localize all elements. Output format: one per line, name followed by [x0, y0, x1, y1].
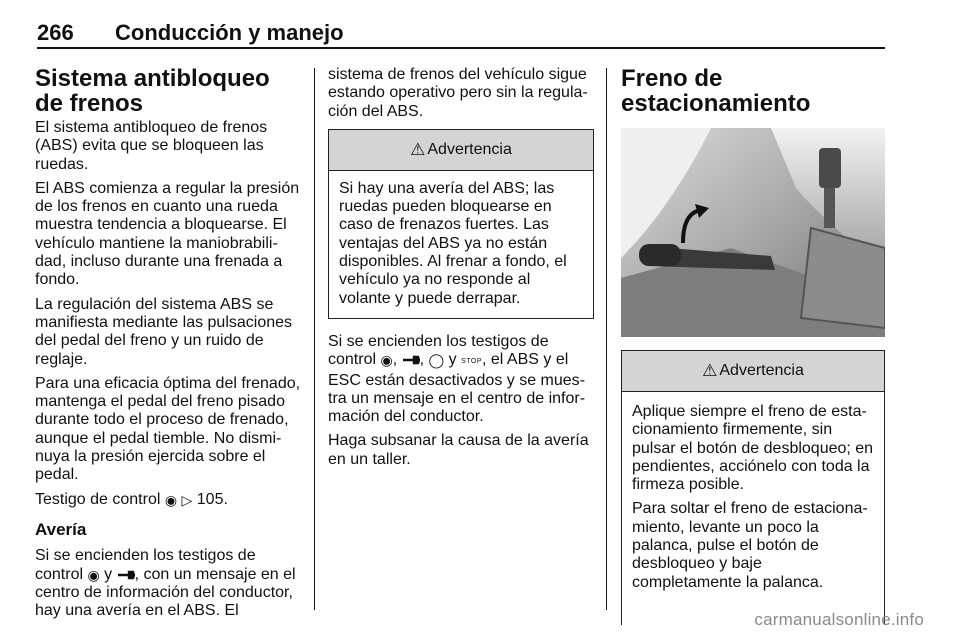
stop-label: STOP [461, 358, 482, 366]
warning-triangle-icon: ⚠ [702, 360, 718, 380]
parking-warning-text-2: Para soltar el freno de estacionamiento, levante un poco la palanca, pulse el botón de desbloqueo y baje completamente la palanca. [632, 500, 868, 591]
warning-text: Si hay una avería del ABS; las ruedas pueden bloquearse en caso de frenazos fuertes. Las ventajas del ABS ya no están disponibles. Al frenar a fondo, el vehículo ya no responde al volante y puede derrapar. [339, 179, 567, 307]
parking-brake-photo [621, 128, 885, 337]
esc-paragraph: Si se encienden los testigos de control ◉, , ◯ y STOP, el ABS y el ESC están desactivados y se muestra un mensaje en el centro de información del conductor. [328, 332, 586, 426]
taller-paragraph: Haga subsanar la causa de la avería en un taller. [328, 432, 589, 468]
abs-continued-paragraph: sistema de frenos del vehículo sigue estando operativo pero sin la regulación del ABS. [328, 66, 588, 120]
column-divider-2 [606, 68, 607, 610]
warning-title: Advertencia [427, 140, 512, 158]
warning-header [329, 130, 593, 171]
column-3 [621, 66, 885, 625]
wrench-icon [402, 351, 420, 369]
wrench-icon [117, 566, 135, 584]
testigo-prefix: Testigo de control [35, 490, 161, 508]
abs-paragraph-1: El sistema antibloqueo de frenos (ABS) evita que se bloqueen las ruedas. [35, 119, 268, 173]
abs-paragraph-3: La regulación del sistema ABS se manifiesta mediante las pulsaciones del pedal del freno y un ruido de reglaje. [35, 295, 293, 368]
averia-paragraph [35, 547, 303, 620]
abs-warning-box [328, 129, 594, 319]
column-divider-1 [314, 68, 315, 610]
column-1 [35, 66, 303, 626]
header-rule [37, 47, 885, 49]
averia-text-2: , con un mensaje en el centro de información del conductor, hay una avería en el ABS. El [35, 565, 296, 620]
esc-text-1: Si se encienden los testigos de control [328, 332, 549, 369]
parking-warning-text-1: Aplique siempre el freno de estacionamiento firmemente, sin pulsar el botón de desbloqueo; en pendientes, acciónelo con toda la firmeza posible. [632, 403, 874, 494]
abs-paragraph-4: Para una eficacia óptima del frenado, mantenga el pedal del freno pisado durante todo el proceso de frenado, aunque el pedal tiemble. No disminuya la presión ejercida sobre el pedal. [35, 374, 301, 484]
ref-arrow-icon: ▷ [181, 491, 193, 508]
averia-title: Avería [35, 519, 87, 539]
column-2 [328, 66, 594, 475]
warning-body [329, 171, 593, 318]
warning-title: Advertencia [719, 361, 804, 379]
parking-brake-title: Freno de estacionamiento [621, 65, 811, 117]
tire-pressure-icon: ◯ [428, 352, 445, 369]
abs-section-title: Sistema antibloqueo de frenos [35, 65, 270, 117]
esc-and: y [448, 351, 457, 369]
abs-warning-icon: ◉ [87, 566, 100, 583]
warning-triangle-icon: ⚠ [410, 139, 426, 159]
page-number: 266 [37, 20, 74, 45]
testigo-paragraph [35, 491, 303, 509]
abs-paragraph-2: El ABS comienza a regular la presión de los frenos en cuanto una rueda muestra tendencia a bloquearse. El vehículo mantiene la maniobrabilidad, incluso durante una frenada a fondo. [35, 179, 300, 289]
watermark: carmanualsonline.info [754, 610, 924, 629]
averia-and: y [104, 565, 113, 583]
abs-warning-icon: ◉ [380, 352, 393, 369]
averia-text-1: Si se encienden los testigos de control [35, 547, 256, 583]
abs-warning-icon: ◉ [164, 491, 178, 508]
parking-warning-box [621, 350, 885, 625]
section-title: Conducción y manejo [115, 20, 344, 45]
testigo-ref: 105. [196, 490, 228, 508]
warning-body [622, 392, 884, 625]
esc-text-2: , el ABS y el ESC están desactivados y se muestra un mensaje en el centro de información del conductor. [328, 351, 586, 426]
warning-header [622, 351, 884, 392]
